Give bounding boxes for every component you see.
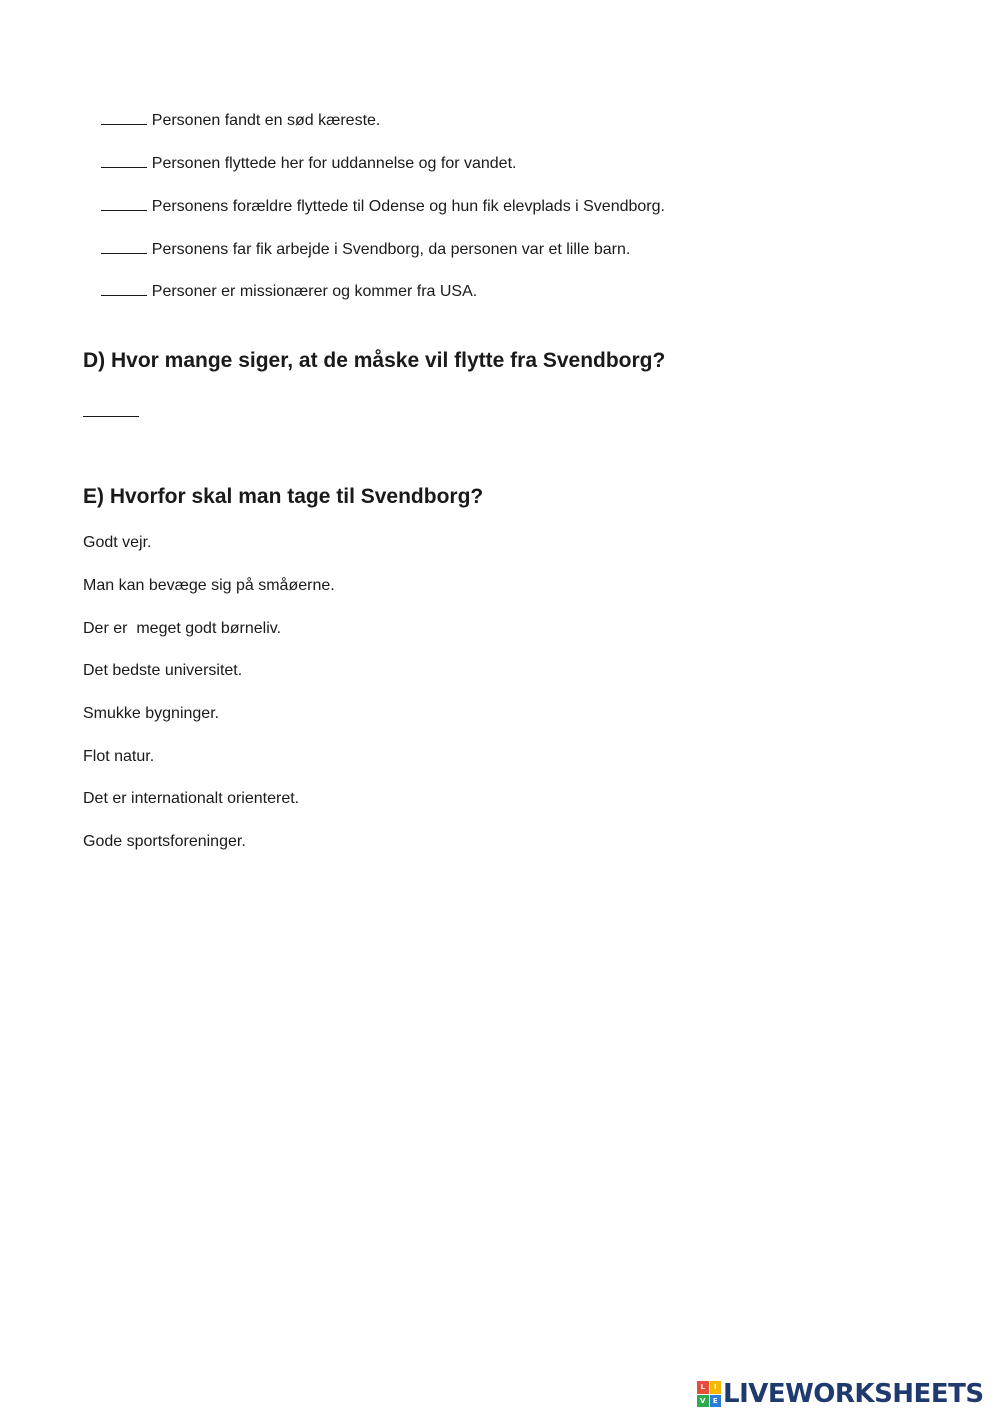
- logo-text: LIVEWORKSHEETS: [723, 1379, 984, 1409]
- answer-blank[interactable]: [101, 197, 147, 211]
- logo-mark-icon: [697, 1381, 721, 1407]
- reason-item: Smukke bygninger.: [83, 705, 220, 722]
- answer-blank[interactable]: [101, 154, 147, 168]
- section-d-heading: D) Hvor mange siger, at de måske vil flytte fra Svendborg?: [83, 349, 666, 372]
- matching-item-text: Personer er missionærer og kommer fra USA.: [151, 283, 478, 300]
- reason-item: Man kan bevæge sig på småøerne.: [83, 577, 335, 594]
- matching-item-text: Personens far fik arbejde i Svendborg, da personen var et lille barn.: [151, 241, 631, 258]
- section-d-answer-blank[interactable]: [83, 416, 139, 417]
- matching-item-text: Personen fandt en sød kæreste.: [151, 112, 381, 129]
- answer-blank[interactable]: [101, 240, 147, 254]
- matching-item: [83, 262, 477, 322]
- reason-item: Det er internationalt orienteret.: [83, 790, 300, 807]
- reason-item: Flot natur.: [83, 748, 155, 765]
- logo-mark-letter: E: [710, 1395, 722, 1408]
- reason-item: Der er meget godt børneliv.: [83, 620, 282, 637]
- reason-item: Gode sportsforeninger.: [83, 833, 246, 850]
- logo-mark-letter: V: [697, 1395, 709, 1408]
- logo-mark-letter: L: [697, 1381, 709, 1394]
- matching-item-text: Personens forældre flyttede til Odense og hun fik elevplads i Svendborg.: [151, 198, 665, 215]
- matching-item-text: Personen flyttede her for uddannelse og for vandet.: [151, 155, 517, 172]
- reason-item: Det bedste universitet.: [83, 662, 243, 679]
- liveworksheets-logo: [697, 1378, 984, 1410]
- logo-mark-letter: I: [710, 1381, 722, 1394]
- answer-blank[interactable]: [101, 111, 147, 125]
- reason-item: Godt vejr.: [83, 534, 152, 551]
- answer-blank[interactable]: [101, 282, 147, 296]
- section-e-heading: E) Hvorfor skal man tage til Svendborg?: [83, 485, 484, 508]
